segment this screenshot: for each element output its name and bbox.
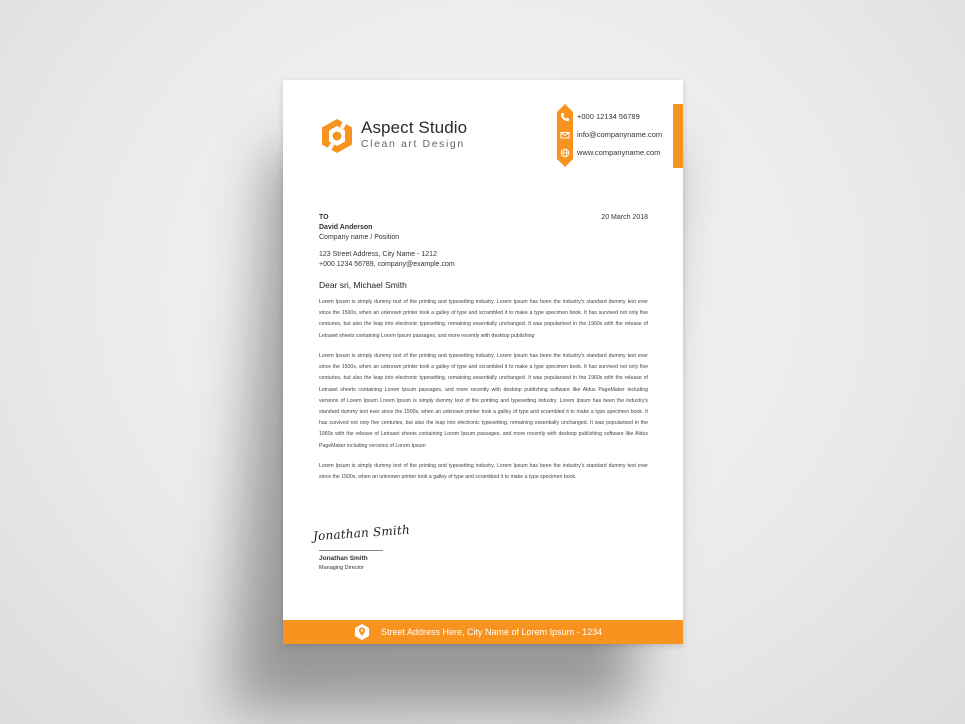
contact-website: www.companyname.com [577,148,661,157]
handwritten-signature: Jonathan Smith [312,522,411,544]
signatory-title: Managing Director [319,565,364,571]
footer-bar [283,620,683,644]
contact-phone: +000 12134 56789 [577,112,640,121]
brand-block [361,118,467,150]
globe-icon [560,148,570,158]
recipient-company: Company name / Position [319,234,400,241]
header-accent-bar [673,104,683,168]
letterhead-page [283,80,683,644]
footer-address: Street Address Here, City Name of Lorem Ipsum - 1234 [381,627,603,637]
body-paragraph: Lorem Ipsum is simply dummy text of the printing and typesetting industry. Lorem Ipsum has been the industry's standard dummy text ever since the 1500s, when an unknown printer took a galley of type and scrambled it to make a type specimen book. [319,463,648,481]
body-paragraph: Lorem Ipsum is simply dummy text of the printing and typesetting industry. Lorem Ipsum has been the industry's standard dummy text ever since the 1500s, when an unknown printer took a galley of type and scrambled it to make a type specimen book. It has survived not only five centuries, but also the leap into electronic typesetting, remaining essentially unchanged. It was popularised in the 1960s with the release of Letraset sheets containing Lorem Ipsum passages, and more recently with desktop publishing software like Aldus PageMaker including versions of Lorem Ipsum Lorem Ipsum is simply dummy text of the printing and typesetting industry. Lorem Ipsum has been the industry's standard dummy text ever since the 1500s, when an unknown printer took a galley of type and scrambled it to make a type specimen book. It has survived not only five centuries, but also the leap into electronic typesetting, remaining essentially unchanged. It was popularised in the 1960s with the release of Letraset sheets containing Lorem Ipsum passages, and more recently with desktop publishing software like Aldus PageMaker including versions of Lorem Ipsum [319,353,648,449]
brand-title: Aspect Studio [361,118,468,137]
contact-email: info@companyname.com [577,130,663,139]
recipient-name: David Anderson [319,224,373,231]
letter-date: 20 March 2018 [601,214,648,221]
recipient-address: 123 Street Address, City Name - 1212 [319,251,437,258]
recipient-contact: +000 1234 56789, company@example.com [319,261,455,268]
to-label: TO [319,214,329,221]
email-icon [560,130,570,140]
greeting: Dear sri, Michael Smith [319,280,407,290]
signatory-name: Jonathan Smith [319,555,368,562]
signature-line [319,550,383,551]
body-paragraph: Lorem Ipsum is simply dummy text of the printing and typesetting industry. Lorem Ipsum has been the industry's standard dummy text ever since the 1500s, when an unknown printer took a galley of type and scrambled it to make a type specimen book. It has survived not only five centuries, but also the leap into electronic typesetting, remaining essentially unchanged. It was popularised in the 1960s with the release of Letraset sheets containing Lorem Ipsum passages, and more recently with desktop publishing [319,299,648,339]
phone-icon [560,112,570,122]
brand-subtitle: Clean art Design [361,138,465,150]
aspect-logo-icon [319,118,355,154]
location-pin-icon [355,624,369,640]
